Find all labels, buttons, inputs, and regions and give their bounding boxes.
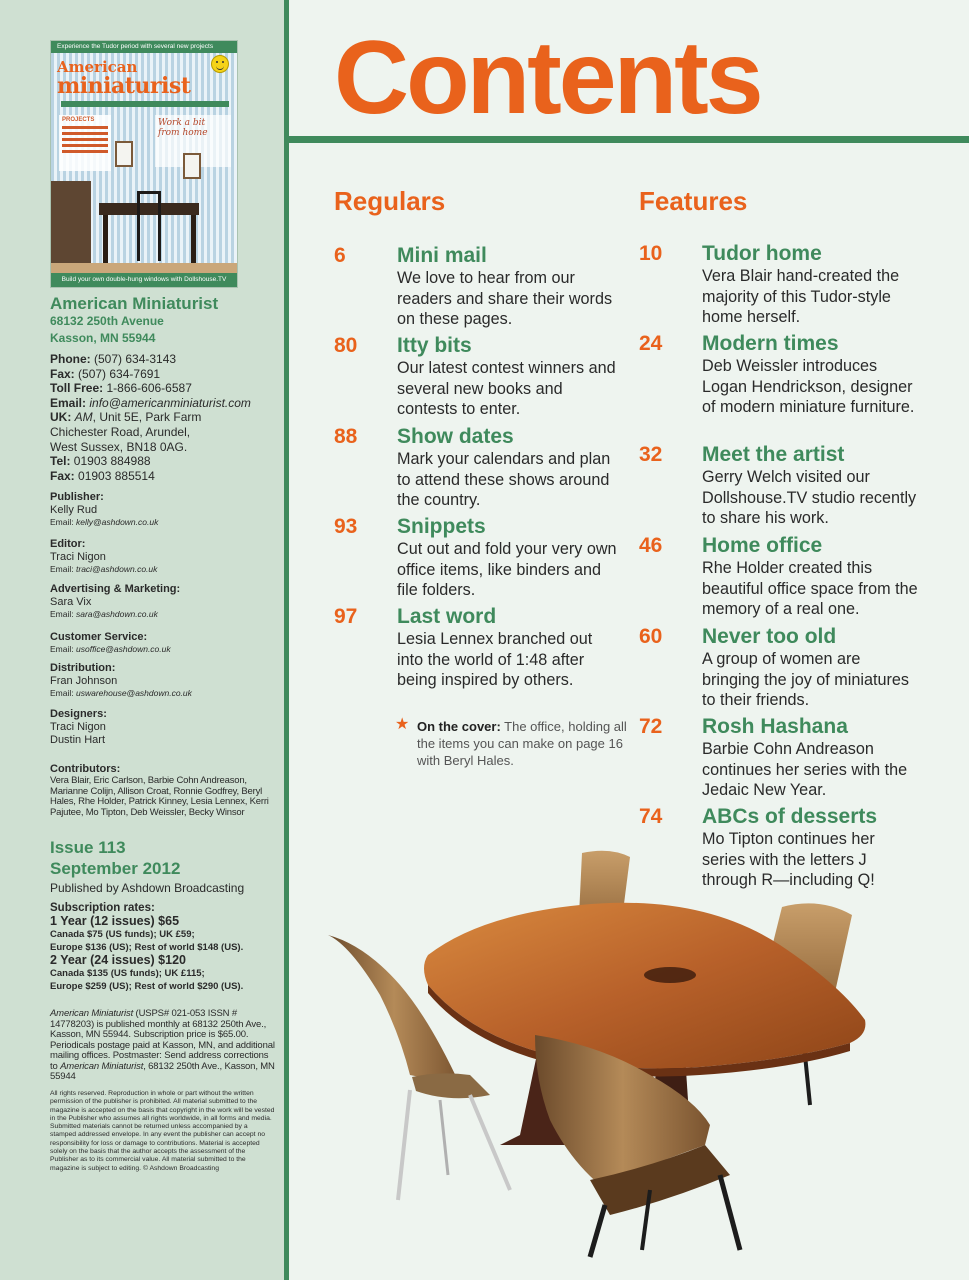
page-number: 6	[334, 244, 346, 267]
role-name: Kelly Rud	[50, 504, 98, 516]
subs-1year-intl: Europe $136 (US); Rest of world $148 (US).	[50, 942, 244, 953]
entry-title: Tudor home	[702, 242, 822, 265]
contact-block	[50, 352, 275, 483]
page-title: Contents	[334, 20, 761, 136]
publication-name: American Miniaturist	[50, 294, 219, 313]
masthead-sidebar	[0, 0, 284, 1280]
subs-2year: 2 Year (24 issues) $120	[50, 953, 186, 967]
smiley-icon	[211, 55, 229, 73]
uk-am: AM	[74, 410, 93, 425]
role-title: Editor:	[50, 538, 86, 550]
subs-2year-intl: Europe $259 (US); Rest of world $290 (US).	[50, 981, 244, 992]
role-name: Sara Vix	[50, 596, 92, 608]
role-email[interactable]: sara@ashdown.co.uk	[76, 609, 158, 619]
email-label: Email:	[50, 564, 74, 574]
cover-thumbnail	[50, 40, 238, 288]
entry-title: Never too old	[702, 625, 837, 648]
entry-description: Rhe Holder created this beautiful office space from the memory of a real one.	[702, 559, 918, 619]
role-name: Traci Nigon	[50, 551, 106, 563]
uk-address-line: West Sussex, BN18 0AG.	[50, 439, 188, 454]
postal-notice	[50, 1009, 275, 1083]
cover-window-right	[183, 153, 201, 179]
subscription-rates	[50, 902, 275, 993]
email-label: Email:	[50, 609, 74, 619]
page-number: 24	[639, 332, 663, 355]
tel-label: Tel:	[50, 454, 71, 469]
chair-leg	[470, 1095, 510, 1190]
entry-title: Itty bits	[397, 334, 472, 357]
entry-description: Barbie Cohn Andreason continues her series with the Jedaic New Year.	[702, 740, 908, 800]
entry-title: Meet the artist	[702, 443, 845, 466]
fax2-number: 01903 885514	[78, 468, 155, 483]
page-number: 32	[639, 443, 663, 466]
page-number: 88	[334, 425, 358, 448]
role-email[interactable]: kelly@ashdown.co.uk	[76, 517, 159, 527]
role-publisher	[50, 491, 275, 527]
page-number: 74	[639, 805, 663, 828]
cover-script-headline: Work a bit from home	[155, 115, 231, 167]
entry-description: Cut out and fold your very own office items, like binders and file folders.	[397, 540, 617, 600]
entry-title: Show dates	[397, 425, 514, 448]
phone-number: (507) 634-3143	[94, 352, 177, 366]
role-name: Fran Johnson	[50, 675, 118, 687]
on-cover-label: On the cover:	[417, 719, 501, 734]
fax2-label: Fax:	[50, 468, 75, 483]
email-label: Email:	[50, 395, 87, 410]
tollfree-number: 1-866-606-6587	[106, 381, 192, 396]
subs-title: Subscription rates:	[50, 902, 155, 914]
entry-description: Lesia Lennex branched out into the world of 1:48 after being inspired by others.	[397, 630, 593, 690]
page-number: 10	[639, 242, 663, 265]
subs-1year: 1 Year (12 issues) $65	[50, 914, 180, 928]
star-icon: ★	[395, 716, 410, 733]
entry-description: We love to hear from our readers and share their words on these pages.	[397, 269, 613, 329]
entry-description: Mark your calendars and plan to attend these shows around the country.	[397, 450, 611, 510]
page-number: 93	[334, 515, 358, 538]
role-title: Customer Service:	[50, 631, 148, 643]
legal-notice: All rights reserved. Reproduction in whole or part without the written permission of the publisher is prohibited. All material submitted to the magazine is accepted on the basis that copyright in the work will be vested in the Publisher who assumes all rights worldwide, in all forms and media. Submitted materials cannot be returned unless accompanied by a stamped addressed envelope. In any event the publisher can accept no responsibility for loss or damage to contributions. Material is accepted solely on the basis that the author accepts the assessment of the Publisher as to its commercial value. All material submitted to the magazine is subject to editing. © Ashdown Broadcasting	[50, 1090, 275, 1172]
role-email[interactable]: usoffice@ashdown.co.uk	[76, 644, 171, 654]
role-contributors	[50, 763, 275, 818]
entry-title: Modern times	[702, 332, 839, 355]
issue-date: September 2012	[50, 859, 181, 878]
role-name: Dustin Hart	[50, 734, 106, 746]
uk-label: UK:	[50, 410, 72, 425]
entry-description: Vera Blair hand-created the majority of this Tudor-style home herself.	[702, 267, 900, 327]
cover-mast-line2: miniaturist	[57, 73, 191, 99]
role-email[interactable]: traci@ashdown.co.uk	[76, 564, 158, 574]
entry-description: A group of women are bringing the joy of miniatures to their friends.	[702, 650, 909, 710]
entry-title: Last word	[397, 605, 497, 628]
cover-bottombar: Build your own double-hung windows with Dollshouse.TV	[51, 273, 237, 287]
page-number: 80	[334, 334, 358, 357]
email-label: Email:	[50, 688, 74, 698]
contributors-list: Vera Blair, Eric Carlson, Barbie Cohn Andreason, Marianne Colijn, Allison Croat, Ronnie Godfrey, Beryl Hales, Rhe Holder, Patrick Kinney, Lesia Lennex, Kerri Pajutee, Mo Tipton, Deb Weissler, Becky Winsor	[50, 775, 269, 818]
features-heading: Features	[639, 186, 748, 216]
role-title: Publisher:	[50, 491, 104, 503]
page-number: 46	[639, 534, 663, 557]
email-label: Email:	[50, 644, 74, 654]
role-title: Contributors:	[50, 763, 121, 775]
entry-description: Deb Weissler introduces Logan Hendrickson, designer of modern miniature furniture.	[702, 357, 915, 417]
tollfree-label: Toll Free:	[50, 381, 104, 396]
cover-chair	[137, 191, 161, 261]
role-title: Advertising & Marketing:	[50, 583, 181, 595]
page-number: 72	[639, 715, 663, 738]
table-knot	[644, 967, 696, 983]
page-number: 60	[639, 625, 663, 648]
role-distribution	[50, 662, 275, 698]
postal-text: (USPS# 021-053 ISSN # 14778203) is published monthly at 68132 250th Ave., Kasson, MN 55944. Subscription price is $65.00. Periodicals postage paid at Kasson, MN, and additional mailing offices. Postmaster: Send address corrections to	[50, 1008, 275, 1072]
role-advertising	[50, 583, 275, 619]
published-by: Published by Ashdown Broadcasting	[50, 881, 245, 895]
entry-description: Our latest contest winners and several new books and contests to enter.	[397, 359, 616, 419]
subs-1year-intl: Canada $75 (US funds); UK £59;	[50, 929, 195, 940]
postal-text: , 68132 250th Ave., Kasson, MN 55944	[50, 1060, 275, 1082]
role-designers	[50, 708, 275, 747]
entry-description: Mo Tipton continues her series with the letters J through R—including Q!	[702, 830, 875, 890]
role-editor	[50, 538, 275, 574]
address-line: Kasson, MN 55944	[50, 331, 156, 345]
cover-projects-box	[59, 115, 111, 171]
sidebar-divider	[284, 0, 289, 1280]
chair-leg	[590, 1205, 605, 1257]
chair-leg	[720, 1175, 740, 1250]
entry-description: Gerry Welch visited our Dollshouse.TV studio recently to share his work.	[702, 468, 917, 528]
fax-number: (507) 634-7691	[78, 366, 161, 381]
address-line: 68132 250th Avenue	[50, 314, 164, 328]
role-title: Distribution:	[50, 662, 116, 674]
entry-title: Mini mail	[397, 244, 487, 267]
issue-info	[50, 837, 275, 879]
entry-title: Home office	[702, 534, 823, 557]
magazine-name: American Miniaturist	[60, 1060, 144, 1072]
entry-title: Rosh Hashana	[702, 715, 848, 738]
tel-number: 01903 884988	[73, 454, 151, 469]
issue-number: Issue 113	[50, 838, 126, 857]
cover-mast-line1: American	[57, 58, 138, 76]
cover-shelf	[51, 181, 91, 275]
fax-label: Fax:	[50, 366, 75, 381]
uk-address-line: Chichester Road, Arundel,	[50, 424, 191, 439]
chair-leg	[440, 1100, 448, 1175]
entry-title: ABCs of desserts	[702, 805, 878, 828]
cover-datebar	[61, 101, 229, 107]
publication-address	[50, 313, 275, 347]
role-title: Designers:	[50, 708, 107, 720]
title-divider	[289, 136, 969, 143]
role-customer-service	[50, 631, 275, 654]
email-address[interactable]: info@americanminiaturist.com	[89, 395, 251, 410]
cover-window-left	[115, 141, 133, 167]
role-email[interactable]: uswarehouse@ashdown.co.uk	[76, 688, 192, 698]
role-name: Traci Nigon	[50, 721, 106, 733]
chair-seat	[412, 1073, 490, 1098]
phone-label: Phone:	[50, 352, 91, 366]
table-and-chairs-photo	[320, 845, 880, 1260]
cover-masthead	[57, 59, 227, 99]
entry-title: Snippets	[397, 515, 486, 538]
uk-address-line: , Unit 5E, Park Farm	[92, 410, 202, 425]
regulars-heading: Regulars	[334, 186, 446, 216]
magazine-name: American Miniaturist	[50, 1008, 134, 1019]
cover-projects-label: PROJECTS	[62, 117, 95, 123]
page-number: 97	[334, 605, 358, 628]
cover-desk-leg	[103, 215, 108, 265]
chair-leg	[398, 1090, 410, 1200]
on-the-cover-note	[395, 716, 630, 769]
on-cover-text: The office, holding all the items you can make on page 16 with Beryl Hales.	[417, 719, 627, 768]
cover-topbar: Experience the Tudor period with several new projects	[51, 41, 237, 53]
subs-2year-intl: Canada $135 (US funds); UK £115;	[50, 968, 205, 979]
email-label: Email:	[50, 517, 74, 527]
cover-desk-leg	[191, 215, 196, 265]
